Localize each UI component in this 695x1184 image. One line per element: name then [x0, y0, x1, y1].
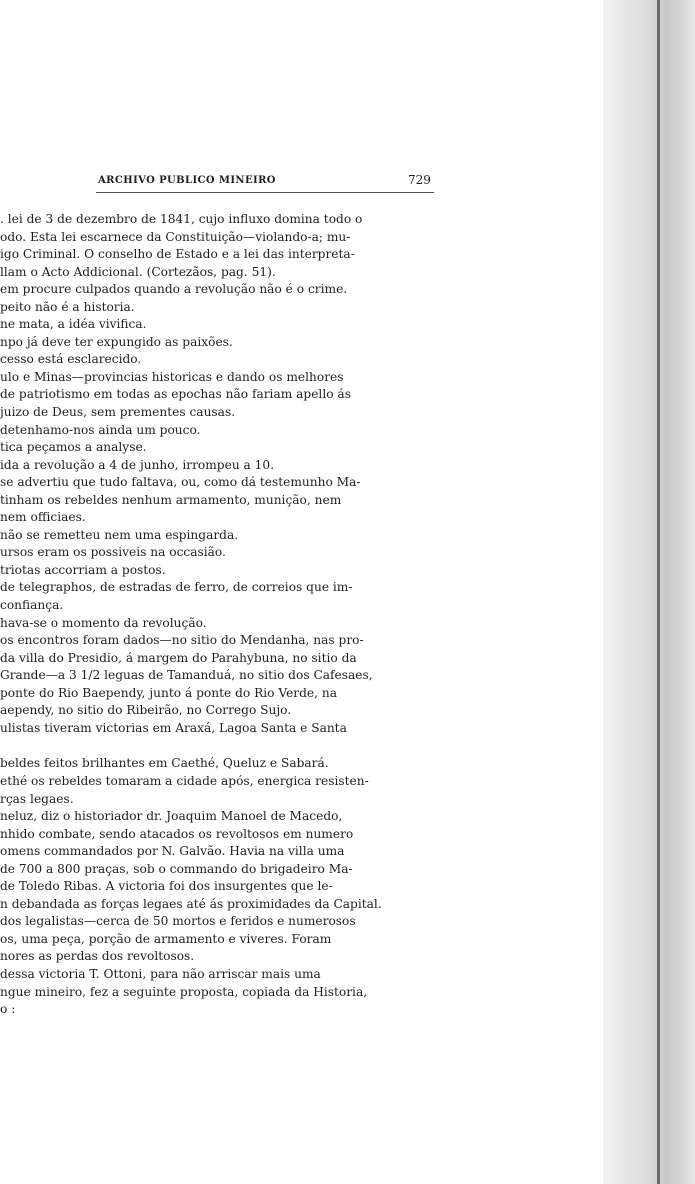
text-line: nhido combate, sendo atacados os revoltosos em numero	[0, 826, 354, 841]
text-line: triotas accorriam a postos.	[0, 562, 166, 577]
text-line: não se remetteu nem uma espingarda.	[0, 527, 239, 542]
text-line: ngue mineiro, fez a seguinte proposta, copiada da Historia,	[0, 984, 368, 999]
text-line: ethé os rebeldes tomaram a cidade após, energica resisten-	[0, 773, 369, 788]
text-line: de Toledo Ribas. A victoria foi dos insurgentes que le-	[0, 879, 333, 894]
text-line: llam o Acto Addicional. (Cortezãos, pag. 51).	[0, 264, 276, 279]
text-line: rças legaes.	[0, 791, 74, 806]
page-edge	[657, 0, 660, 1184]
text-line: juizo de Deus, sem prementes causas.	[0, 405, 236, 420]
text-line: neluz, diz o historiador dr. Joaquim Manoel de Macedo,	[0, 809, 343, 824]
text-line: peito não é a historia.	[0, 299, 135, 314]
page-gutter-shadow	[603, 0, 695, 1184]
text-line: beldes feitos brilhantes em Caethé, Queluz e Sabará.	[0, 756, 329, 771]
text-line: de telegraphos, de estradas de ferro, de correios que im-	[0, 580, 353, 595]
text-line: dos legalistas—cerca de 50 mortos e feridos e numerosos	[0, 914, 356, 929]
text-line: de 700 a 800 praças, sob o commando do brigadeiro Ma-	[0, 861, 353, 876]
text-line: ulistas tiveram victorias em Araxá, Lagoa Santa e Santa	[0, 720, 347, 735]
text-line: . lei de 3 de dezembro de 1841, cujo influxo domina todo o	[0, 212, 363, 226]
text-line: cesso está esclarecido.	[0, 352, 142, 367]
text-line: os, uma peça, porção de armamento e viveres. Foram	[0, 931, 332, 946]
text-line: ponte do Rio Baependy, junto á ponte do Rio Verde, na	[0, 685, 337, 700]
text-line: da villa do Presidio, á margem do Parahybuna, no sitio da	[0, 650, 357, 665]
text-line: se advertiu que tudo faltava, ou, como dá testemunho Ma-	[0, 475, 361, 490]
text-line: omens commandados por N. Galvão. Havia na villa uma	[0, 844, 345, 859]
header-rule	[96, 192, 434, 193]
text-line: de patriotismo em todas as epochas não fariam apello ás	[0, 387, 351, 402]
text-line: npo já deve ter expungido as paixões.	[0, 334, 233, 349]
page-header	[0, 172, 600, 192]
text-line: tica peçamos a analyse.	[0, 440, 147, 455]
text-line: tinham os rebeldes nenhum armamento, munição, nem	[0, 492, 342, 507]
running-title: ARCHIVO PUBLICO MINEIRO	[98, 175, 276, 186]
body-text	[0, 211, 600, 1019]
text-line: Grande—a 3 1/2 leguas de Tamanduá, no sitio dos Cafesaes,	[0, 668, 373, 683]
text-line: aependy, no sitio do Ribeirão, no Corrego Sujo.	[0, 703, 292, 718]
text-line: os encontros foram dados—no sitio do Mendanha, nas pro-	[0, 633, 364, 648]
text-line: nem officiaes.	[0, 510, 86, 525]
page-number: 729	[408, 173, 431, 187]
text-line: nores as perdas dos revoltosos.	[0, 949, 195, 964]
text-line: ulo e Minas—provincias historicas e dando os melhores	[0, 369, 344, 384]
text-line: hava-se o momento da revolução.	[0, 615, 207, 630]
text-line: detenhamo-nos ainda um pouco.	[0, 422, 201, 437]
text-line: ne mata, a idéa vivifica.	[0, 317, 147, 332]
text-line: ida a revolução a 4 de junho, irrompeu a 10.	[0, 457, 275, 472]
text-line: n debandada as forças legaes até ás proximidades da Capital.	[0, 896, 382, 911]
text-line: odo. Esta lei escarnece da Constituição—violando-a; mu-	[0, 229, 351, 244]
text-line: dessa victoria T. Ottoni, para não arriscar mais uma	[0, 966, 321, 981]
text-line: igo Criminal. O conselho de Estado e a lei das interpreta-	[0, 247, 355, 262]
text-line: o :	[0, 1002, 16, 1017]
text-line: em procure culpados quando a revolução não é o crime.	[0, 282, 348, 297]
text-line: confiança.	[0, 598, 64, 613]
text-line: ursos eram os possiveis na occasião.	[0, 545, 226, 560]
blank-line	[0, 737, 600, 755]
